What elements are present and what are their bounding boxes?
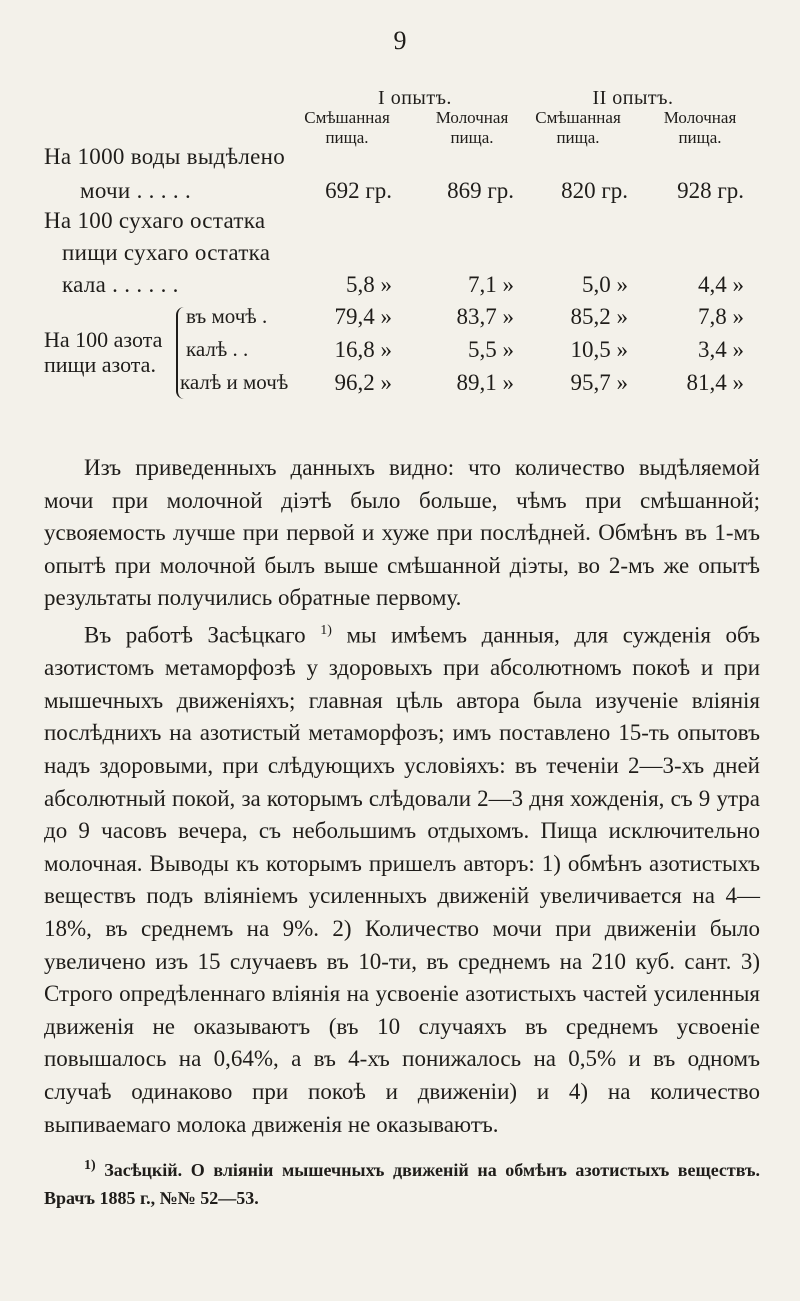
table-cell: 89,1 » <box>456 370 514 395</box>
experiment-2-header: II опытъ. <box>592 87 674 109</box>
column-header: Смѣшанная пища. <box>535 108 621 147</box>
table-cell: 5,0 » <box>582 272 628 297</box>
page-number: 9 <box>393 26 407 55</box>
table-cell: 869 гр. <box>447 178 514 203</box>
row-label: На 1000 воды выдѣлено <box>44 144 286 169</box>
table-cell: 5,8 » <box>346 272 392 297</box>
column-header: Молочная пища. <box>663 108 737 147</box>
column-header: Смѣшанная пища. <box>304 108 390 147</box>
footnote: $^{1)}$ Засѣцкій. О вліяніи мышечныхъ движеній на обмѣнъ азотистыхъ веществъ. Врачъ 1885 г., №№ 52—53. <box>44 1158 761 1208</box>
table-cell: 7,1 » <box>468 272 514 297</box>
row-label: пищи сухаго остатка <box>62 240 271 265</box>
row-label: въ мочѣ . <box>186 304 268 328</box>
data-table <box>0 0 800 430</box>
table-cell: 96,2 » <box>334 370 392 395</box>
experiment-1-header: I опытъ. <box>378 87 452 109</box>
table-cell: 3,4 » <box>698 337 744 362</box>
table-cell: 4,4 » <box>698 272 744 297</box>
row-label: кала . . . . . . <box>62 272 179 297</box>
table-cell: 85,2 » <box>570 304 628 329</box>
brace-group-label: На 100 азота пищи азота. <box>44 327 163 377</box>
table-cell: 83,7 » <box>456 304 514 329</box>
table-cell: 79,4 » <box>334 304 392 329</box>
table-cell: 692 гр. <box>325 178 392 203</box>
body-text <box>44 452 760 1141</box>
table-cell: 16,8 » <box>334 337 392 362</box>
table-cell: 10,5 » <box>570 337 628 362</box>
paragraph: Въ работѣ Засѣцкаго $^{1)}$ мы имѣемъ данныя, для сужденія объ азотистомъ метаморфозѣ у здоровыхъ при абсолютномъ покоѣ и при мышечныхъ движеніяхъ; главная цѣль автора была изученіе вліянія послѣднихъ на азотистый метаморфозъ; имъ поставлено 15-ть опытовъ надъ здоровыми, при слѣдующихъ условіяхъ: въ теченіи 2—3-хъ дней абсолютный покой, за которымъ слѣдовали 2—3 дня хожденія, съ 9 утра до 9 часовъ вечера, съ небольшимъ отдыхомъ. Пища исключительно молочная. Выводы къ которымъ пришелъ авторъ: 1) обмѣнъ азотистыхъ веществъ подъ вліяніемъ усиленныхъ движеній увеличивается на 4—18%, въ среднемъ на 9%. 2) Количество мочи при движеніи было увеличено изъ 15 случаевъ въ 10-ти, въ среднемъ на 210 куб. сант. 3) Строго опредѣленнаго вліянія на усвоеніе азотистыхъ частей усиленныя движенія не оказываютъ (въ 10 случаяхъ въ среднемъ усвоеніе повышалось на 0,64%, а въ 4-хъ понижалось на 0,5% и въ одномъ случаѣ одинаково при покоѣ и движеніи) и 4) на количество выпиваемаго молока движенія не оказываютъ. <box>44 622 761 1137</box>
row-label: На 100 сухаго остатка <box>44 208 266 233</box>
column-header: Молочная пища. <box>435 108 509 147</box>
table-cell: 5,5 » <box>468 337 514 362</box>
table-cell: 81,4 » <box>686 370 744 395</box>
table-cell: 820 гр. <box>561 178 628 203</box>
table-cell: 95,7 » <box>570 370 628 395</box>
table-cell: 928 гр. <box>677 178 744 203</box>
row-label: калѣ . . <box>186 337 249 361</box>
table-cell: 7,8 » <box>698 304 744 329</box>
row-label: мочи . . . . . <box>80 178 192 203</box>
paragraph: Изъ приведенныхъ данныхъ видно: что количество выдѣляемой мочи при молочной діэтѣ было больше, чѣмъ при смѣшанной; усвояемость лучше при первой и хуже при послѣдней. Обмѣнъ въ 1-мъ опытѣ при молочной былъ выше смѣшанной діэты, во 2-мъ же опытѣ результаты получились обратные первому. <box>44 455 760 611</box>
row-label: калѣ и мочѣ <box>180 370 289 394</box>
footnote-ref: 1) <box>320 622 332 638</box>
